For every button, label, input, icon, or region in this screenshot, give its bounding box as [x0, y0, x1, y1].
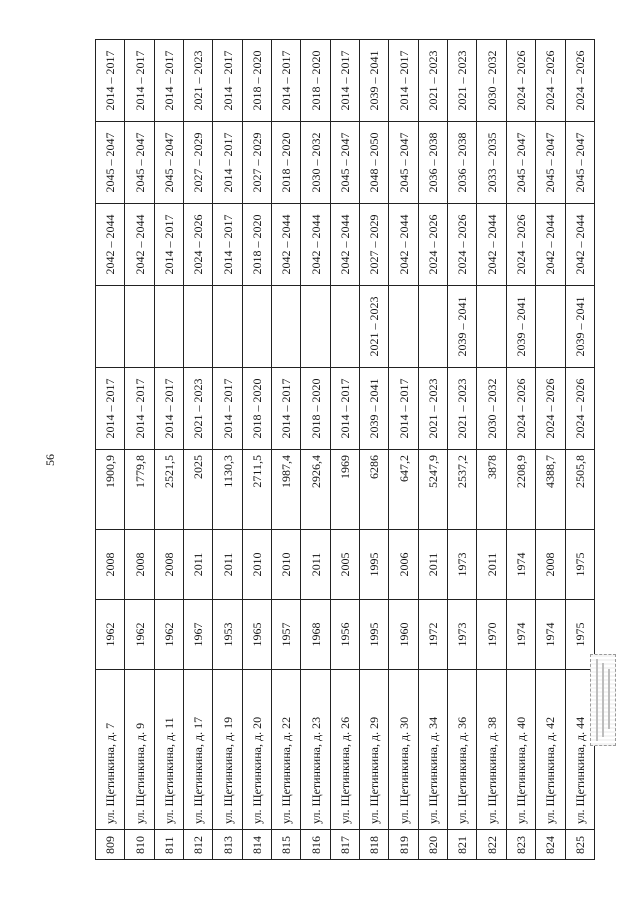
address-cell: ул. Щетинкина, д. 11: [154, 670, 183, 830]
row-number-cell: 823: [506, 830, 535, 860]
period-2-cell: [536, 286, 565, 368]
row-number-cell: 822: [477, 830, 506, 860]
area-cell: 3878: [477, 450, 506, 530]
area-cell: 4388,7: [536, 450, 565, 530]
survey-year-cell: 2011: [301, 530, 330, 600]
period-3-cell: 2024 – 2026: [184, 204, 213, 286]
period-1-cell: 2014 – 2017: [272, 368, 301, 450]
survey-year-cell: 2011: [477, 530, 506, 600]
period-1-cell: 2014 – 2017: [330, 368, 359, 450]
row-number-cell: 813: [213, 830, 242, 860]
period-4-cell: 2045 – 2047: [154, 122, 183, 204]
period-4-cell: 2045 – 2047: [536, 122, 565, 204]
survey-year-cell: 1973: [448, 530, 477, 600]
period-5-cell: 2024 – 2026: [565, 40, 595, 122]
period-1-cell: 2030 – 2032: [477, 368, 506, 450]
construction-year-cell: 1967: [184, 600, 213, 670]
table-row: [389, 40, 418, 860]
construction-year-cell: 1975: [565, 600, 595, 670]
survey-year-cell: 2011: [213, 530, 242, 600]
construction-year-cell: 1973: [448, 600, 477, 670]
survey-year-cell: 1975: [565, 530, 595, 600]
period-1-cell: 2014 – 2017: [389, 368, 418, 450]
period-4-cell: 2027 – 2029: [184, 122, 213, 204]
survey-year-cell: 1974: [506, 530, 535, 600]
period-3-cell: 2014 – 2017: [213, 204, 242, 286]
period-3-cell: 2042 – 2044: [301, 204, 330, 286]
survey-year-cell: 2011: [184, 530, 213, 600]
area-cell: 2025: [184, 450, 213, 530]
period-2-cell: 2021 – 2023: [360, 286, 389, 368]
period-2-cell: [184, 286, 213, 368]
period-2-cell: [154, 286, 183, 368]
period-2-cell: 2039 – 2041: [506, 286, 535, 368]
address-cell: ул. Щетинкина, д. 7: [96, 670, 125, 830]
area-cell: 1987,4: [272, 450, 301, 530]
construction-year-cell: 1974: [506, 600, 535, 670]
period-3-cell: 2042 – 2044: [477, 204, 506, 286]
period-1-cell: 2039 – 2041: [360, 368, 389, 450]
period-3-cell: 2024 – 2026: [506, 204, 535, 286]
table-row: [418, 40, 447, 860]
table-row: [506, 40, 535, 860]
area-cell: 2521,5: [154, 450, 183, 530]
address-cell: ул. Щетинкина, д. 36: [448, 670, 477, 830]
archive-stamp: [590, 654, 616, 746]
period-5-cell: 2014 – 2017: [330, 40, 359, 122]
period-2-cell: [125, 286, 154, 368]
period-5-cell: 2024 – 2026: [536, 40, 565, 122]
address-cell: ул. Щетинкина, д. 22: [272, 670, 301, 830]
period-4-cell: 2027 – 2029: [242, 122, 271, 204]
construction-year-cell: 1956: [330, 600, 359, 670]
period-2-cell: [330, 286, 359, 368]
period-3-cell: 2042 – 2044: [96, 204, 125, 286]
period-1-cell: 2014 – 2017: [213, 368, 242, 450]
page-number: 56: [42, 454, 57, 466]
address-cell: ул. Щетинкина, д. 30: [389, 670, 418, 830]
housing-repair-schedule-table: [95, 39, 595, 860]
period-4-cell: 2048 – 2050: [360, 122, 389, 204]
period-5-cell: 2024 – 2026: [506, 40, 535, 122]
period-4-cell: 2045 – 2047: [125, 122, 154, 204]
address-cell: ул. Щетинкина, д. 38: [477, 670, 506, 830]
period-4-cell: 2045 – 2047: [96, 122, 125, 204]
construction-year-cell: 1957: [272, 600, 301, 670]
period-3-cell: 2014 – 2017: [154, 204, 183, 286]
survey-year-cell: 1995: [360, 530, 389, 600]
period-4-cell: 2036 – 2038: [448, 122, 477, 204]
period-5-cell: 2014 – 2017: [154, 40, 183, 122]
survey-year-cell: 2005: [330, 530, 359, 600]
table-row: [242, 40, 271, 860]
period-4-cell: 2045 – 2047: [506, 122, 535, 204]
table-row: [360, 40, 389, 860]
period-1-cell: 2024 – 2026: [506, 368, 535, 450]
table-row: [448, 40, 477, 860]
table-row: [272, 40, 301, 860]
table-row: [301, 40, 330, 860]
construction-year-cell: 1953: [213, 600, 242, 670]
period-4-cell: 2033 – 2035: [477, 122, 506, 204]
period-4-cell: 2018 – 2020: [272, 122, 301, 204]
construction-year-cell: 1972: [418, 600, 447, 670]
row-number-cell: 810: [125, 830, 154, 860]
period-5-cell: 2030 – 2032: [477, 40, 506, 122]
construction-year-cell: 1962: [125, 600, 154, 670]
area-cell: 2926,4: [301, 450, 330, 530]
construction-year-cell: 1960: [389, 600, 418, 670]
period-2-cell: [477, 286, 506, 368]
period-3-cell: 2042 – 2044: [565, 204, 595, 286]
row-number-cell: 818: [360, 830, 389, 860]
area-cell: 1130,3: [213, 450, 242, 530]
period-1-cell: 2018 – 2020: [242, 368, 271, 450]
survey-year-cell: 2008: [154, 530, 183, 600]
row-number-cell: 824: [536, 830, 565, 860]
period-1-cell: 2024 – 2026: [565, 368, 595, 450]
row-number-cell: 816: [301, 830, 330, 860]
address-cell: ул. Щетинкина, д. 44: [565, 670, 595, 830]
construction-year-cell: 1968: [301, 600, 330, 670]
area-cell: 1969: [330, 450, 359, 530]
construction-year-cell: 1970: [477, 600, 506, 670]
survey-year-cell: 2006: [389, 530, 418, 600]
period-5-cell: 2039 – 2041: [360, 40, 389, 122]
period-4-cell: 2036 – 2038: [418, 122, 447, 204]
area-cell: 1900,9: [96, 450, 125, 530]
area-cell: 2537,2: [448, 450, 477, 530]
table-row: [536, 40, 565, 860]
address-cell: ул. Щетинкина, д. 20: [242, 670, 271, 830]
row-number-cell: 825: [565, 830, 595, 860]
period-3-cell: 2027 – 2029: [360, 204, 389, 286]
construction-year-cell: 1974: [536, 600, 565, 670]
period-5-cell: 2021 – 2023: [448, 40, 477, 122]
construction-year-cell: 1962: [154, 600, 183, 670]
period-4-cell: 2030 – 2032: [301, 122, 330, 204]
row-number-cell: 815: [272, 830, 301, 860]
construction-year-cell: 1995: [360, 600, 389, 670]
survey-year-cell: 2008: [125, 530, 154, 600]
construction-year-cell: 1965: [242, 600, 271, 670]
period-3-cell: 2024 – 2026: [418, 204, 447, 286]
area-cell: 6286: [360, 450, 389, 530]
table-row: [154, 40, 183, 860]
period-1-cell: 2014 – 2017: [125, 368, 154, 450]
table-row: [96, 40, 125, 860]
area-cell: 2711,5: [242, 450, 271, 530]
table-row: [213, 40, 242, 860]
period-3-cell: 2042 – 2044: [272, 204, 301, 286]
survey-year-cell: 2008: [96, 530, 125, 600]
period-2-cell: [96, 286, 125, 368]
period-1-cell: 2021 – 2023: [448, 368, 477, 450]
period-3-cell: 2018 – 2020: [242, 204, 271, 286]
area-cell: 5247,9: [418, 450, 447, 530]
address-cell: ул. Щетинкина, д. 42: [536, 670, 565, 830]
area-cell: 647,2: [389, 450, 418, 530]
period-5-cell: 2021 – 2023: [184, 40, 213, 122]
survey-year-cell: 2010: [242, 530, 271, 600]
row-number-cell: 809: [96, 830, 125, 860]
table-row: [477, 40, 506, 860]
period-5-cell: 2014 – 2017: [125, 40, 154, 122]
row-number-cell: 812: [184, 830, 213, 860]
table-body: [96, 40, 595, 860]
row-number-cell: 820: [418, 830, 447, 860]
survey-year-cell: 2008: [536, 530, 565, 600]
row-number-cell: 821: [448, 830, 477, 860]
period-2-cell: [418, 286, 447, 368]
period-4-cell: 2014 – 2017: [213, 122, 242, 204]
address-cell: ул. Щетинкина, д. 29: [360, 670, 389, 830]
address-cell: ул. Щетинкина, д. 19: [213, 670, 242, 830]
period-3-cell: 2024 – 2026: [448, 204, 477, 286]
area-cell: 1779,8: [125, 450, 154, 530]
period-3-cell: 2042 – 2044: [125, 204, 154, 286]
period-2-cell: [272, 286, 301, 368]
address-cell: ул. Щетинкина, д. 26: [330, 670, 359, 830]
period-1-cell: 2021 – 2023: [184, 368, 213, 450]
period-3-cell: 2042 – 2044: [330, 204, 359, 286]
period-5-cell: 2018 – 2020: [242, 40, 271, 122]
row-number-cell: 814: [242, 830, 271, 860]
period-2-cell: 2039 – 2041: [565, 286, 595, 368]
address-cell: ул. Щетинкина, д. 34: [418, 670, 447, 830]
table-row: [330, 40, 359, 860]
address-cell: ул. Щетинкина, д. 23: [301, 670, 330, 830]
period-2-cell: [213, 286, 242, 368]
period-1-cell: 2018 – 2020: [301, 368, 330, 450]
period-4-cell: 2045 – 2047: [389, 122, 418, 204]
period-5-cell: 2014 – 2017: [272, 40, 301, 122]
period-2-cell: [389, 286, 418, 368]
construction-year-cell: 1962: [96, 600, 125, 670]
period-3-cell: 2042 – 2044: [536, 204, 565, 286]
period-5-cell: 2014 – 2017: [96, 40, 125, 122]
period-1-cell: 2014 – 2017: [96, 368, 125, 450]
address-cell: ул. Щетинкина, д. 40: [506, 670, 535, 830]
period-2-cell: 2039 – 2041: [448, 286, 477, 368]
period-5-cell: 2014 – 2017: [389, 40, 418, 122]
period-5-cell: 2018 – 2020: [301, 40, 330, 122]
area-cell: 2505,8: [565, 450, 595, 530]
row-number-cell: 817: [330, 830, 359, 860]
address-cell: ул. Щетинкина, д. 9: [125, 670, 154, 830]
period-4-cell: 2045 – 2047: [565, 122, 595, 204]
address-cell: ул. Щетинкина, д. 17: [184, 670, 213, 830]
period-5-cell: 2014 – 2017: [213, 40, 242, 122]
survey-year-cell: 2011: [418, 530, 447, 600]
survey-year-cell: 2010: [272, 530, 301, 600]
period-1-cell: 2021 – 2023: [418, 368, 447, 450]
period-2-cell: [301, 286, 330, 368]
area-cell: 2208,9: [506, 450, 535, 530]
table-row: [125, 40, 154, 860]
table-row: [184, 40, 213, 860]
row-number-cell: 819: [389, 830, 418, 860]
period-3-cell: 2042 – 2044: [389, 204, 418, 286]
period-2-cell: [242, 286, 271, 368]
row-number-cell: 811: [154, 830, 183, 860]
period-5-cell: 2021 – 2023: [418, 40, 447, 122]
rotated-table-container: [95, 40, 595, 860]
period-1-cell: 2024 – 2026: [536, 368, 565, 450]
period-4-cell: 2045 – 2047: [330, 122, 359, 204]
period-1-cell: 2014 – 2017: [154, 368, 183, 450]
